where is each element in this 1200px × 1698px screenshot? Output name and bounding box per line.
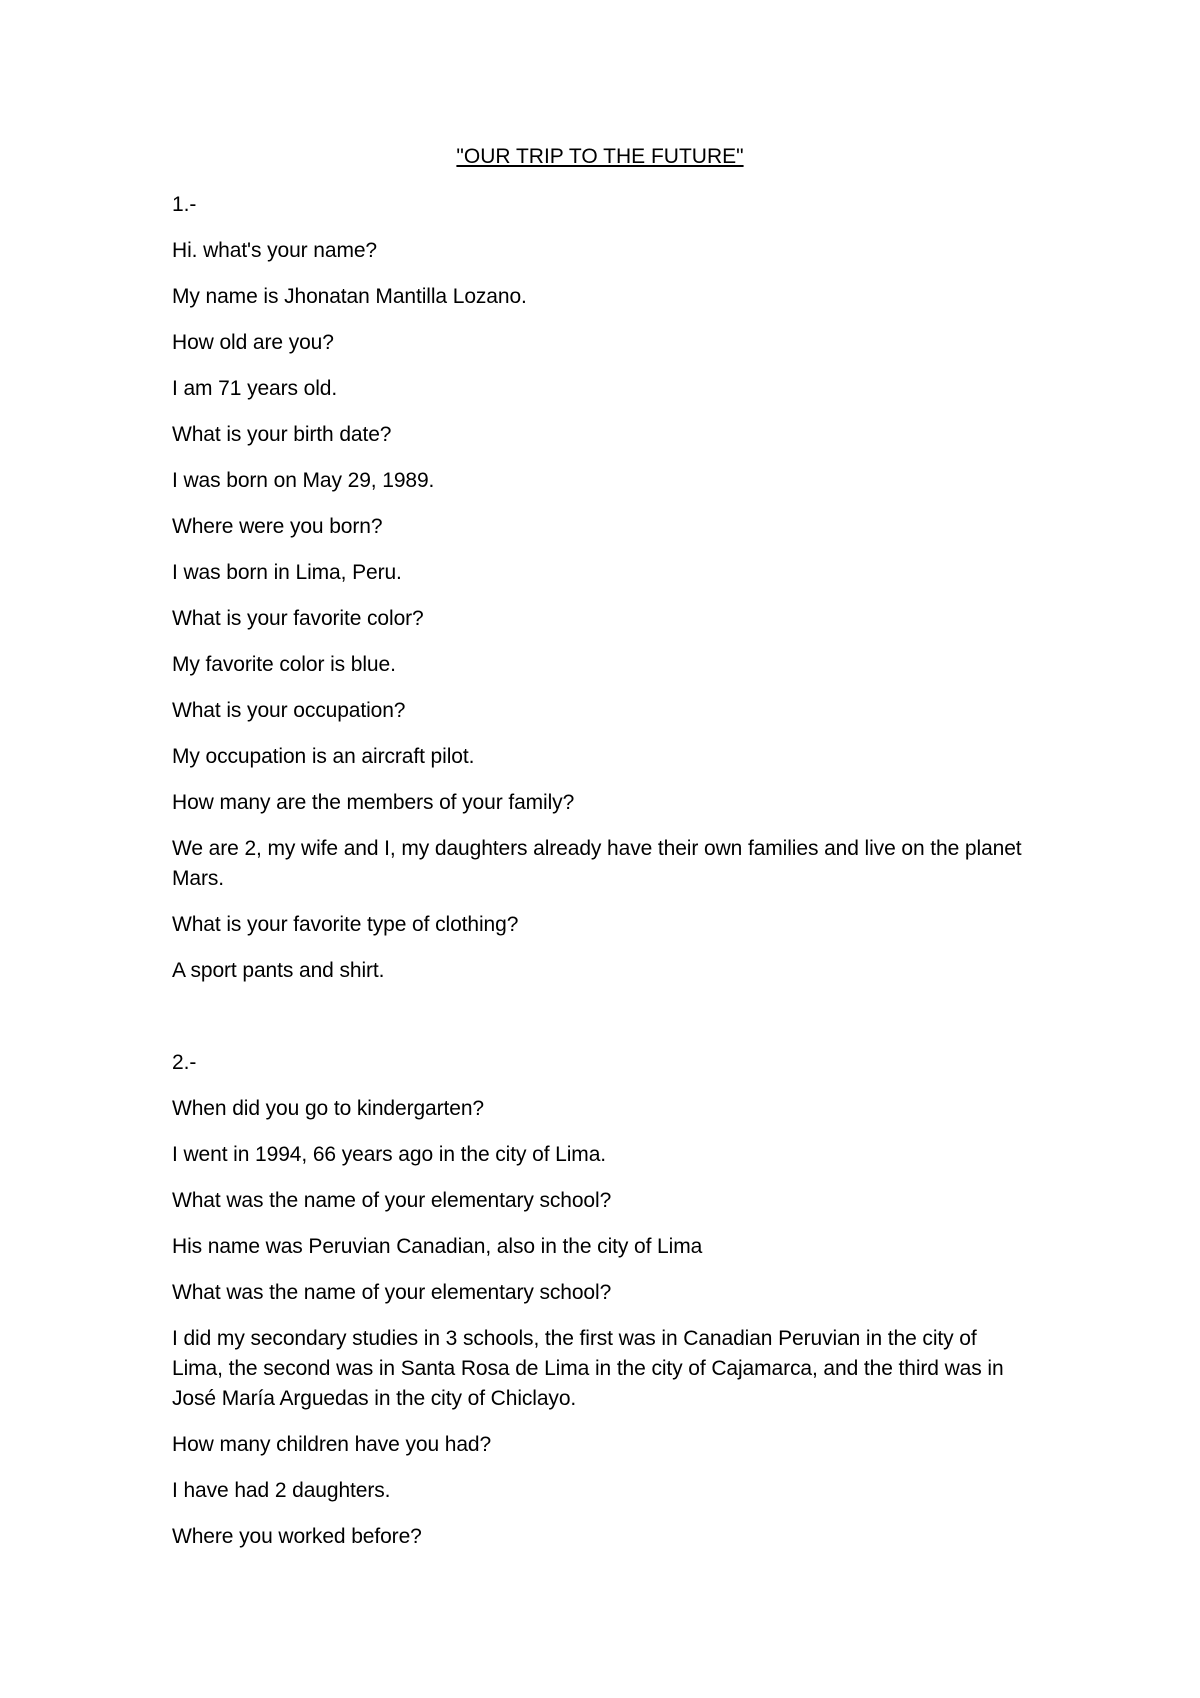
question-occupation: What is your occupation? bbox=[172, 699, 406, 722]
answer-birth-date: I was born on May 29, 1989. bbox=[172, 469, 435, 492]
section-2-number: 2.- bbox=[172, 1051, 197, 1074]
answer-children: I have had 2 daughters. bbox=[172, 1479, 391, 1502]
question-children: How many children have you had? bbox=[172, 1433, 492, 1456]
question-elementary-school: What was the name of your elementary school? bbox=[172, 1189, 612, 1212]
answer-clothing: A sport pants and shirt. bbox=[172, 959, 385, 982]
question-favorite-color: What is your favorite color? bbox=[172, 607, 424, 630]
question-previous-work: Where you worked before? bbox=[172, 1525, 422, 1548]
question-clothing: What is your favorite type of clothing? bbox=[172, 913, 519, 936]
question-school-repeat: What was the name of your elementary school? bbox=[172, 1281, 612, 1304]
question-family-members: How many are the members of your family? bbox=[172, 791, 575, 814]
document-title: "OUR TRIP TO THE FUTURE" bbox=[456, 145, 744, 168]
answer-birthplace: I was born in Lima, Peru. bbox=[172, 561, 402, 584]
answer-kindergarten: I went in 1994, 66 years ago in the city of Lima. bbox=[172, 1143, 607, 1166]
answer-age: I am 71 years old. bbox=[172, 377, 338, 400]
section-1-number: 1.- bbox=[172, 193, 197, 216]
question-age: How old are you? bbox=[172, 331, 334, 354]
question-name: Hi. what's your name? bbox=[172, 239, 377, 262]
question-kindergarten: When did you go to kindergarten? bbox=[172, 1097, 485, 1120]
answer-name: My name is Jhonatan Mantilla Lozano. bbox=[172, 285, 527, 308]
answer-family-members: We are 2, my wife and I, my daughters already have their own families and live on the planet Mars. bbox=[172, 837, 1022, 890]
answer-favorite-color: My favorite color is blue. bbox=[172, 653, 396, 676]
document-body bbox=[172, 190, 1032, 1568]
answer-secondary-studies: I did my secondary studies in 3 schools, the first was in Canadian Peruvian in the city of Lima, the second was in Santa Rosa de Lima in the city of Cajamarca, and the third was in José María Arguedas in the city of Chiclayo. bbox=[172, 1327, 1004, 1410]
question-birthplace: Where were you born? bbox=[172, 515, 383, 538]
question-birth-date: What is your birth date? bbox=[172, 423, 392, 446]
answer-elementary-school: His name was Peruvian Canadian, also in the city of Lima bbox=[172, 1235, 703, 1258]
answer-occupation: My occupation is an aircraft pilot. bbox=[172, 745, 475, 768]
section-spacer bbox=[172, 1002, 1032, 1048]
